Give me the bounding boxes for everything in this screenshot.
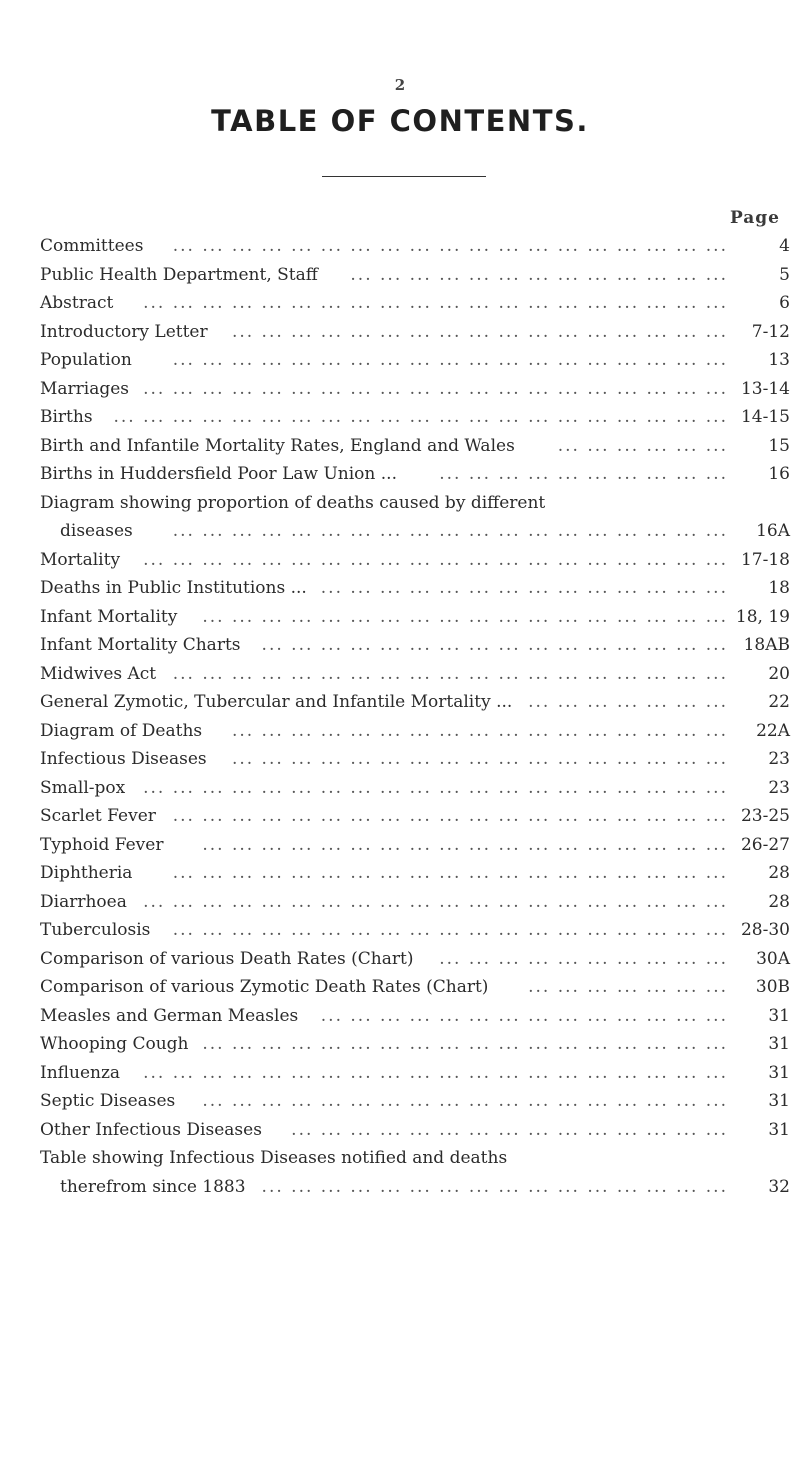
dot-leader: ... ... ... ... ... ... ... ... ... ... ... ... ... ... ... ... ... ... ... ... ... (113, 407, 728, 427)
toc-entry-page: 16 (768, 464, 790, 484)
dot-leader: ... ... ... ... ... ... ... ... ... ... (439, 464, 728, 484)
toc-entry-title: Diarrhoea (40, 891, 127, 912)
toc-entry (40, 916, 790, 945)
toc-entry (40, 375, 790, 404)
toc-entry (40, 489, 790, 546)
toc-entry (40, 432, 790, 461)
toc-entry (40, 574, 790, 603)
toc-entry (40, 945, 790, 974)
toc-entry-page: 4 (779, 236, 790, 256)
toc-entry (40, 831, 790, 860)
toc-entry-title: Birth and Infantile Mortality Rates, England and Wales (40, 435, 515, 456)
toc-entry (40, 261, 790, 290)
toc-entry (40, 289, 790, 318)
toc-entry (40, 460, 790, 489)
toc-entry-title: Diagram showing proportion of deaths caused by different (40, 492, 546, 513)
dot-leader: ... ... ... ... ... ... ... ... ... ... (439, 948, 728, 969)
toc-entry (40, 660, 790, 689)
dot-leader: ... ... ... ... ... ... ... ... ... ... ... ... ... ... (320, 578, 728, 598)
toc-entry-page: 20 (768, 663, 790, 684)
toc-entry-title: Public Health Department, Staff (40, 264, 318, 285)
toc-entry-page: 28 (768, 863, 790, 883)
dot-leader: ... ... ... ... ... ... ... ... ... ... ... ... ... ... ... ... (261, 1176, 728, 1197)
toc-entry-title: Influenza (40, 1062, 121, 1083)
toc-entry-page: 18AB (743, 635, 790, 655)
toc-entry-page: 6 (779, 293, 790, 313)
page-column-header: Page (729, 208, 780, 228)
dot-leader: ... ... ... ... ... ... ... ... ... ... ... ... ... ... ... ... ... ... ... ... (143, 891, 728, 912)
dot-leader: ... ... ... ... ... ... ... ... ... ... ... ... ... ... (320, 1005, 728, 1026)
dot-leader: ... ... ... ... ... ... ... ... ... ... ... ... ... ... ... ... ... (231, 720, 728, 741)
dot-leader: ... ... ... ... ... ... ... ... ... ... ... ... ... ... ... ... ... ... ... (172, 806, 728, 826)
toc-entry-page: 5 (779, 264, 790, 285)
toc-entry (40, 745, 790, 774)
dot-leader: ... ... ... ... ... ... ... ... ... ... ... ... ... ... ... ... ... ... ... (172, 663, 728, 684)
toc-entry-page: 28 (768, 891, 790, 912)
toc-entry-page: 22A (756, 720, 790, 741)
title-rule (322, 176, 486, 177)
toc-entry-page: 17-18 (740, 549, 790, 570)
dot-leader: ... ... ... ... ... ... ... ... ... ... ... ... ... ... ... ... ... ... (202, 834, 728, 855)
dot-leader: ... ... ... ... ... ... ... ... ... ... ... ... ... ... ... ... ... ... ... ... (143, 549, 728, 570)
toc-entry (40, 1030, 790, 1059)
dot-leader: ... ... ... ... ... ... ... ... ... ... ... ... ... ... ... ... ... ... ... ... (143, 777, 728, 798)
toc-entry-page: 28-30 (740, 920, 790, 940)
toc-entry-title: Infant Mortality Charts (40, 635, 241, 655)
toc-entry (40, 1059, 790, 1088)
toc-entry-title: Diagram of Deaths (40, 720, 203, 741)
toc-entry (40, 1144, 790, 1201)
toc-entry-title: Small-pox (40, 777, 126, 798)
toc-entry-title: General Zymotic, Tubercular and Infantile Mortality ... (40, 692, 513, 712)
dot-leader: ... ... ... ... ... ... ... (528, 977, 728, 997)
toc-entry-page: 13-14 (740, 378, 790, 399)
toc-entry-title: Measles and German Measles (40, 1005, 299, 1026)
toc-entry-page: 26-27 (740, 834, 790, 855)
toc-entry-title: Infectious Diseases (40, 749, 207, 769)
dot-leader: ... ... ... ... ... ... ... ... ... ... ... ... ... ... ... ... ... ... (202, 606, 728, 627)
dot-leader: ... ... ... ... ... ... ... ... ... ... ... ... ... ... ... ... ... ... ... (172, 236, 728, 256)
dot-leader: ... ... ... ... ... ... ... ... ... ... ... ... ... ... ... (291, 1119, 728, 1140)
toc-entry (40, 1116, 790, 1145)
toc-entry-title-continued: therefrom since 1883 (60, 1176, 246, 1197)
toc-entry-title: Committees (40, 236, 144, 256)
toc-entry-page: 23 (768, 749, 790, 769)
toc-entry-title: Midwives Act (40, 663, 157, 684)
toc-entry-title: Tuberculosis (40, 920, 151, 940)
toc-entry (40, 717, 790, 746)
dot-leader: ... ... ... ... ... ... ... ... ... ... ... ... ... ... ... ... ... ... ... ... (143, 1062, 728, 1083)
toc-entry-page: 16A (756, 521, 790, 541)
toc-entry-title: Table showing Infectious Diseases notified and deaths (40, 1148, 508, 1168)
dot-leader: ... ... ... ... ... ... ... ... ... ... ... ... ... ... ... ... ... ... (202, 1091, 728, 1111)
toc-entry-title: Abstract (40, 293, 114, 313)
toc-entry-page: 22 (768, 692, 790, 712)
toc-entry (40, 1002, 790, 1031)
toc-entry (40, 631, 790, 660)
toc-entry-title: Scarlet Fever (40, 806, 156, 826)
toc-entry-page: 14-15 (740, 407, 790, 427)
toc-entry-page: 32 (768, 1176, 790, 1197)
toc-entry-page: 23 (768, 777, 790, 798)
toc-entry-page: 31 (768, 1005, 790, 1026)
toc-entry (40, 973, 790, 1002)
dot-leader: ... ... ... ... ... ... ... ... ... ... ... ... ... ... ... ... ... ... ... ... (143, 293, 728, 313)
dot-leader: ... ... ... ... ... ... ... ... ... ... ... ... ... (350, 264, 728, 285)
toc-entry-title: Diphtheria (40, 863, 133, 883)
page-title: TABLE OF CONTENTS. (211, 104, 589, 138)
toc-entry-title: Deaths in Public Institutions ... (40, 578, 307, 598)
toc-entry-page: 30B (755, 977, 790, 997)
toc-entry-title: Births (40, 407, 93, 427)
toc-entry-title: Population (40, 350, 132, 370)
dot-leader: ... ... ... ... ... ... ... ... ... ... ... ... ... ... ... ... (261, 635, 728, 655)
toc-entry (40, 603, 790, 632)
toc-entry (40, 1087, 790, 1116)
table-of-contents (40, 232, 790, 1201)
dot-leader: ... ... ... ... ... ... (557, 435, 728, 456)
toc-entry-page: 15 (768, 435, 790, 456)
dot-leader: ... ... ... ... ... ... ... ... ... ... ... ... ... ... ... ... ... ... ... (172, 521, 728, 541)
dot-leader: ... ... ... ... ... ... ... ... ... ... ... ... ... ... ... ... ... ... (202, 1034, 728, 1054)
page-number: 2 (394, 76, 406, 94)
toc-entry-title: Typhoid Fever (40, 834, 164, 855)
toc-entry (40, 346, 790, 375)
toc-entry-title: Marriages (40, 378, 130, 399)
toc-entry (40, 688, 790, 717)
dot-leader: ... ... ... ... ... ... ... ... ... ... ... ... ... ... ... ... ... ... ... (172, 920, 728, 940)
toc-entry (40, 859, 790, 888)
toc-entry-title: Comparison of various Death Rates (Chart) (40, 948, 414, 969)
toc-entry-page: 31 (768, 1091, 790, 1111)
toc-entry-title: Births in Huddersfield Poor Law Union ... (40, 464, 397, 484)
toc-entry (40, 232, 790, 261)
toc-entry-page: 18, 19 (735, 606, 790, 627)
toc-entry-title: Comparison of various Zymotic Death Rates (Chart) (40, 977, 489, 997)
toc-entry (40, 802, 790, 831)
dot-leader: ... ... ... ... ... ... ... ... ... ... ... ... ... ... ... ... ... (231, 321, 728, 342)
toc-entry-title: Mortality (40, 549, 121, 570)
toc-entry-page: 18 (768, 578, 790, 598)
toc-entry (40, 774, 790, 803)
toc-entry-page: 31 (768, 1062, 790, 1083)
dot-leader: ... ... ... ... ... ... ... ... ... ... ... ... ... ... ... ... ... ... ... ... (143, 378, 728, 399)
dot-leader: ... ... ... ... ... ... ... ... ... ... ... ... ... ... ... ... ... (231, 749, 728, 769)
toc-entry-title: Septic Diseases (40, 1091, 176, 1111)
toc-entry-page: 13 (768, 350, 790, 370)
toc-entry (40, 546, 790, 575)
dot-leader: ... ... ... ... ... ... ... ... ... ... ... ... ... ... ... ... ... ... ... (172, 863, 728, 883)
toc-entry-page: 23-25 (740, 806, 790, 826)
toc-entry-page: 30A (756, 948, 790, 969)
toc-entry-title: Introductory Letter (40, 321, 208, 342)
toc-entry-title: Infant Mortality (40, 606, 178, 627)
toc-entry-page: 31 (768, 1119, 790, 1140)
toc-entry (40, 403, 790, 432)
toc-entry-title-continued: diseases (60, 521, 133, 541)
toc-entry (40, 318, 790, 347)
toc-entry-page: 7-12 (751, 321, 790, 342)
dot-leader: ... ... ... ... ... ... ... (528, 692, 728, 712)
toc-entry-title: Whooping Cough (40, 1034, 189, 1054)
dot-leader: ... ... ... ... ... ... ... ... ... ... ... ... ... ... ... ... ... ... ... (172, 350, 728, 370)
toc-entry (40, 888, 790, 917)
toc-entry-title: Other Infectious Diseases (40, 1119, 262, 1140)
toc-entry-page: 31 (768, 1034, 790, 1054)
